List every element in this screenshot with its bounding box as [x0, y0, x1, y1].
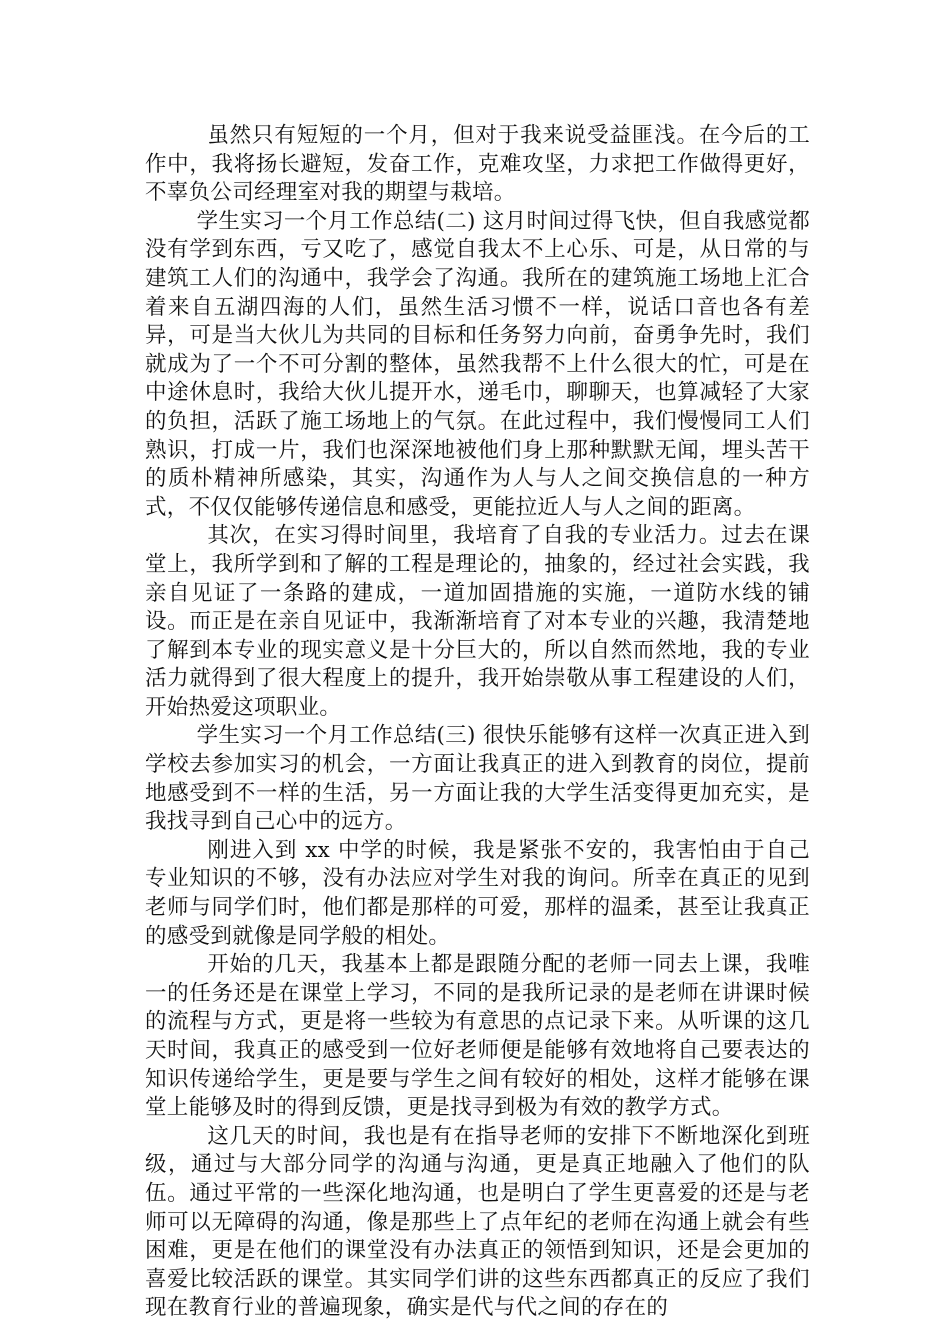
paragraph-2: 学生实习一个月工作总结(二) 这月时间过得飞快，但自我感觉都没有学到东西，亏又吃了，感觉自我太不上心乐、可是，从日常的与建筑工人们的沟通中，我学会了沟通。我所在的建筑施工场地上汇合着来自五湖四海的人们，虽然生活习惯不一样，说话口音也各有差异，可是当大伙儿为共同的目标和任务努力向前，奋勇争先时，我们就成为了一个不可分割的整体，虽然我帮不上什么很大的忙，可是在中途休息时，我给大伙儿提开水，递毛巾，聊聊天，也算减轻了大家的负担，活跃了施工场地上的气氛。在此过程中，我们慢慢同工人们熟识，打成一片，我们也深深地被他们身上那种默默无闻，埋头苦干的质朴精神所感染，其实，沟通作为人与人之间交换信息的一种方式，不仅仅能够传递信息和感受，更能拉近人与人之间的距离。	[145, 208, 810, 520]
paragraph-3: 其次，在实习得时间里，我培育了自我的专业活力。过去在课堂上，我所学到和了解的工程是理论的，抽象的，经过社会实践，我亲自见证了一条路的建成，一道加固措施的实施，一道防水线的铺设。而正是在亲自见证中，我渐渐培育了对本专业的兴趣，我清楚地了解到本专业的现实意义是十分巨大的，所以自然而然地，我的专业活力就得到了很大程度上的提升，我开始崇敬从事工程建设的人们，开始热爱这项职业。	[145, 523, 810, 720]
paragraph-1: 虽然只有短短的一个月，但对于我来说受益匪浅。在今后的工作中，我将扬长避短，发奋工作，克难攻坚，力求把工作做得更好，不辜负公司经理室对我的期望与栽培。	[145, 123, 810, 206]
paragraph-5: 刚进入到 xx 中学的时候，我是紧张不安的，我害怕由于自己专业知识的不够，没有办法应对学生对我的询问。所幸在真正的见到老师与同学们时，他们都是那样的可爱，那样的温柔，甚至让我真正的感受到就像是同学般的相处。	[145, 837, 810, 949]
paragraph-6: 开始的几天，我基本上都是跟随分配的老师一同去上课，我唯一的任务还是在课堂上学习，不同的是我所记录的是老师在讲课时候的流程与方式，更是将一些较为有意思的点记录下来。从听课的这几天时间，我真正的感受到一位好老师便是能够有效地将自己要表达的知识传递给学生，更是要与学生之间有较好的相处，这样才能够在课堂上能够及时的得到反馈，更是找寻到极为有效的教学方式。	[145, 952, 810, 1121]
paragraph-7: 这几天的时间，我也是有在指导老师的安排下不断地深化到班级，通过与大部分同学的沟通与沟通，更是真正地融入了他们的队伍。通过平常的一些深化地沟通，也是明白了学生更喜爱的还是与老师可以无障碍的沟通，像是那些上了点年纪的老师在沟通上就会有些困难，更是在他们的课堂没有办法真正的领悟到知识，还是会更加的喜爱比较活跃的课堂。其实同学们讲的这些东西都真正的反应了我们现在教育行业的普遍现象，确实是代与代之间的存在的	[145, 1123, 810, 1321]
document-body	[145, 122, 810, 1323]
paragraph-4: 学生实习一个月工作总结(三) 很快乐能够有这样一次真正进入到学校去参加实习的机会，一方面让我真正的进入到教育的岗位，提前地感受到不一样的生活，另一方面让我的大学生活变得更加充实，是我找寻到自己心中的远方。	[145, 723, 810, 835]
